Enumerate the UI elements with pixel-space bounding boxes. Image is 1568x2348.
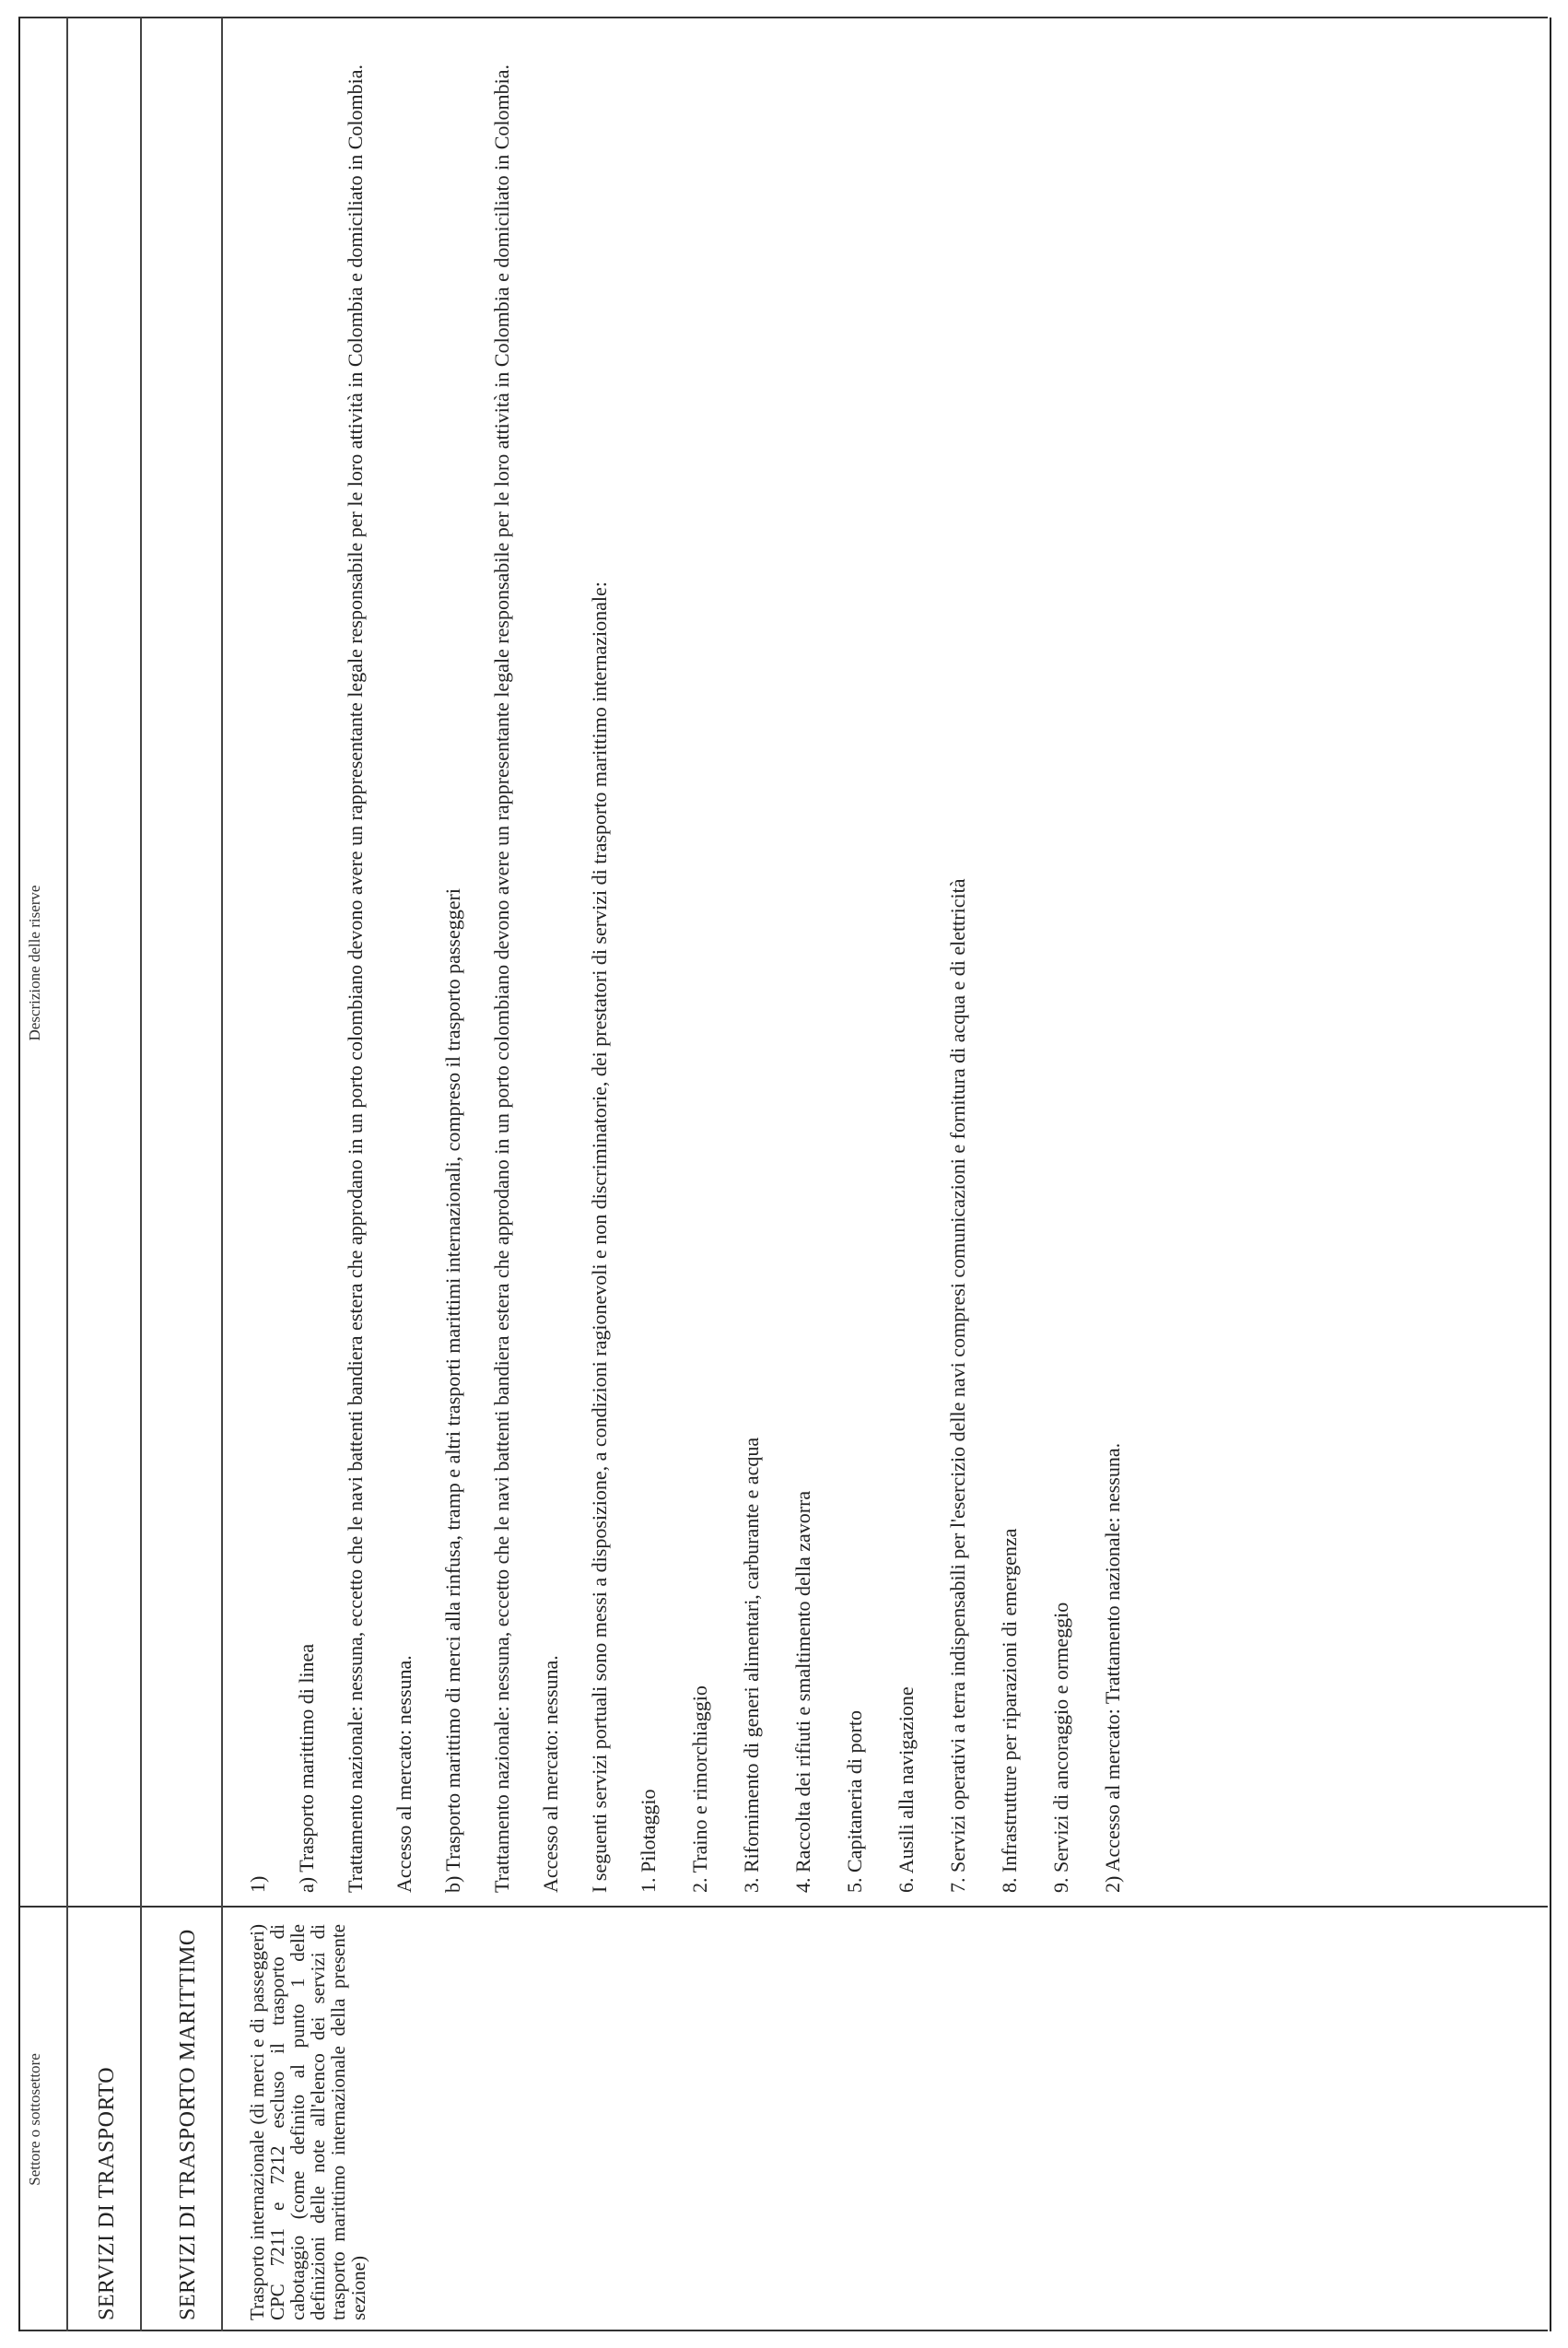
header-bottom-rule <box>66 18 68 2331</box>
liner-shipping-heading: a) Trasporto marittimo di linea <box>295 1643 318 1893</box>
table-top-rule <box>18 18 20 2331</box>
port-service-item: 7. Servizi operativi a terra indispensabili per l'esercizio delle navi compresi comunicazioni e fornitura di acqua e di elettricità <box>946 878 969 1893</box>
column-header-sector: Settore o sottosettore <box>26 2053 43 2186</box>
row-rule-2 <box>221 18 223 2331</box>
national-treatment-liner: Trattamento nazionale: nessuna, eccetto che le navi battenti bandiera estera che approdano in un porto colombiano devono avere un rappresentante legale responsabile per le loro attività in Colombia e domiciliato in Colombia. <box>344 64 367 1893</box>
port-service-item: 4. Raccolta dei rifiuti e smaltimento della zavorra <box>791 1490 814 1893</box>
sector-description: Trasporto internazionale (di merci e di passeggeri) CPC 7211 e 7212 escluso il trasporto di cabotaggio (come definito al punto 1 delle definizioni delle note all'elenco dei servizi di trasporto marittimo internazionale della presente sezione) <box>246 1924 369 2320</box>
port-service-item: 3. Rifornimento di generi alimentari, carburante e acqua <box>740 1437 763 1893</box>
row-rule-1 <box>140 18 142 2331</box>
port-service-item: 5. Capitaneria di porto <box>843 1710 866 1893</box>
column-divider-right <box>18 18 1548 19</box>
market-access-bulk: Accesso al mercato: nessuna. <box>539 1655 562 1893</box>
port-service-item: 6. Ausili alla navigazione <box>895 1686 918 1893</box>
rotated-page <box>0 2 1566 2346</box>
port-services-intro: I seguenti servizi portuali sono messi a disposizione, a condizioni ragionevoli e non discriminatorie, dei prestatori di servizi di trasporto marittimo internazionale: <box>588 581 611 1893</box>
market-access-liner: Accesso al mercato: nessuna. <box>392 1655 415 1893</box>
section-title-maritime: SERVIZI DI TRASPORTO MARITTIMO <box>176 1929 200 2320</box>
reservations-table <box>0 2 1566 2346</box>
port-service-item: 9. Servizi di ancoraggio e ormeggio <box>1049 1602 1072 1893</box>
national-treatment-bulk: Trattamento nazionale: nessuna, eccetto che le navi battenti bandiera estera che approdano in un porto colombiano devono avere un rappresentante legale responsabile per le loro attività in Colombia e domiciliato in Colombia. <box>490 64 513 1893</box>
column-divider-left <box>18 2330 1548 2332</box>
port-service-item: 8. Infrastrutture per riparazioni di emergenza <box>998 1528 1021 1893</box>
port-service-item: 2. Traino e rimorchiaggio <box>688 1685 711 1893</box>
item-2-market-access: 2) Accesso al mercato: Trattamento nazionale: nessuna. <box>1101 1442 1124 1893</box>
item-1-label: 1) <box>246 1875 269 1893</box>
bulk-tramp-heading: b) Trasporto marittimo di merci alla rinfusa, tramp e altri trasporti marittimi internazionali, compreso il trasporto passeggeri <box>441 888 464 1893</box>
port-service-item: 1. Pilotaggio <box>637 1789 660 1893</box>
table-bottom-rule <box>1550 18 1551 2331</box>
section-title-transport: SERVIZI DI TRASPORTO <box>95 2066 119 2320</box>
column-header-description: Descrizione delle riserve <box>26 885 43 1041</box>
column-divider-middle <box>18 1907 1548 1908</box>
reservations-description <box>247 64 1151 1893</box>
